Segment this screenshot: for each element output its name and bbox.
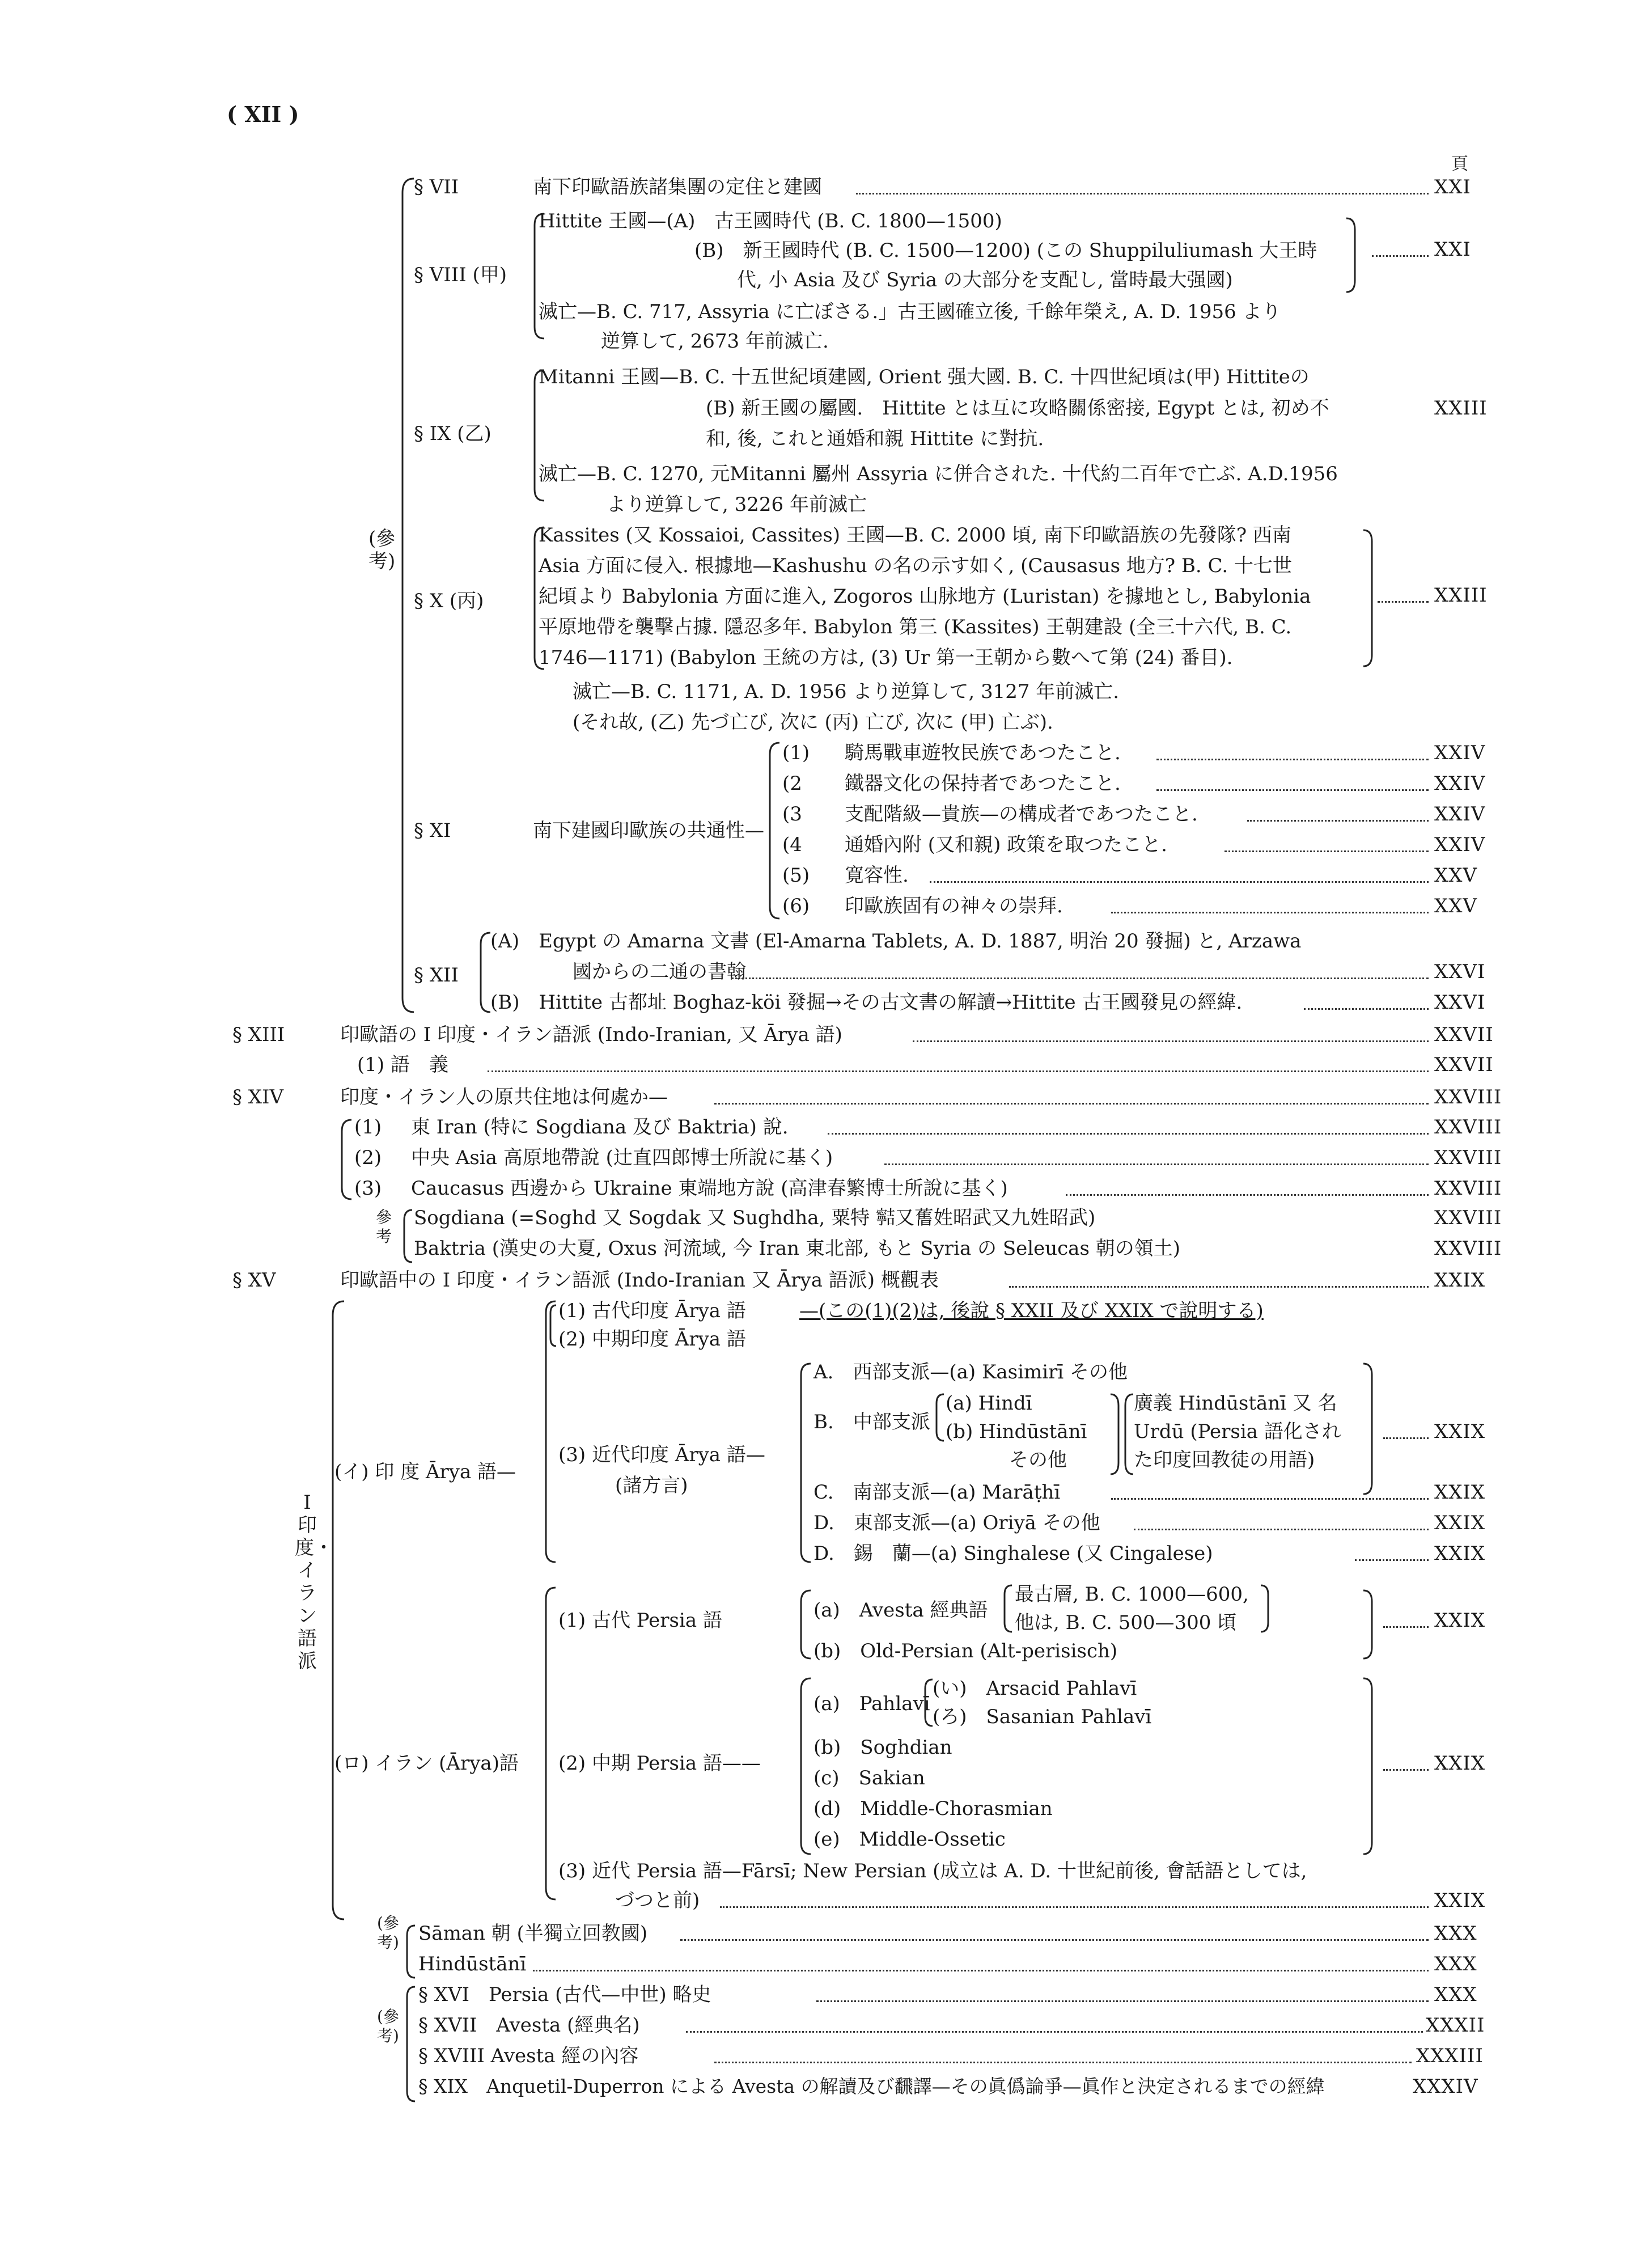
section-10-line5: 1746—1171) (Babylon 王統の方は, (3) Ur 第一王朝から數へて第 (24) 番目). (539, 646, 1233, 669)
iran-old-page: XXIX (1434, 1609, 1486, 1632)
iran-middle-right-bracket (1361, 1675, 1378, 1857)
leader-dots (714, 1103, 1429, 1105)
central-note2: Urdū (Persia 語化され (1134, 1420, 1341, 1443)
central-hindi: (a) Hindī (946, 1392, 1032, 1415)
india-south: C. 南部支派—(a) Marāṭhī (813, 1481, 1061, 1504)
section-8-right-bracket (1344, 215, 1361, 295)
leader-dots (731, 978, 1429, 979)
leader-dots (1111, 1498, 1429, 1500)
pahlavi: (a) Pahlavī (813, 1692, 930, 1715)
section-8-line5: 逆算して, 2673 年前滅亡. (601, 330, 829, 353)
india-modern-bracket (796, 1361, 813, 1565)
section-8-number: § VIII (甲) (414, 264, 507, 286)
section-15-page: XXIX (1434, 1269, 1486, 1292)
section-17-page: XXXII (1426, 2014, 1485, 2037)
hindustani-ref: Hindūstānī (418, 1953, 527, 1975)
section-14-item-text: Caucasus 西邊から Ukraine 東端地方說 (高津春繁博士所說に基く) (411, 1177, 1008, 1200)
section-13-sub-page: XXVII (1434, 1053, 1494, 1076)
india-note: —(この(1)(2)は, 後說 § XXII 及び XXIX で說明する) (799, 1300, 1264, 1322)
section-14-item-page: XXVIII (1434, 1116, 1502, 1139)
iran-old-bracket (796, 1588, 813, 1661)
india-modern: (3) 近代印度 Ārya 語— (558, 1444, 765, 1466)
section-11-item-page: XXV (1434, 895, 1477, 917)
section-14-title: 印度・イラン人の原共住地は何處か— (340, 1086, 668, 1108)
section-11-item-text: 印歐族固有の神々の崇拜. (845, 895, 1063, 917)
section-14-number: § XIV (232, 1086, 283, 1108)
section-9-number: § IX (乙) (414, 422, 491, 445)
india-modern-dialects: (諸方言) (615, 1474, 688, 1497)
section-9-page: XXIII (1434, 397, 1488, 420)
section-10-number: § X (丙) (414, 590, 484, 612)
leader-dots (1304, 1008, 1429, 1010)
india-ceylon-page: XXIX (1434, 1542, 1486, 1565)
section-11-item-page: XXIV (1434, 772, 1486, 795)
india-old: (1) 古代印度 Ārya 語 (558, 1300, 746, 1322)
leader-dots (884, 1163, 1429, 1165)
leader-dots (1247, 820, 1429, 822)
section-11-item-page: XXV (1434, 864, 1477, 887)
section-9-line5: より逆算して, 3226 年前滅亡 (607, 493, 867, 516)
section-10-line7: (それ故, (乙) 先づ亡び, 次に (丙) 亡び, 次に (甲) 亡ぶ). (573, 711, 1053, 734)
section-9-line3: 和, 後, これと通婚和親 Hittite に對抗. (706, 428, 1044, 450)
india-south-page: XXIX (1434, 1481, 1486, 1504)
pahlavi-arsacid: (い) Arsacid Pahlavī (933, 1677, 1137, 1700)
iran-middle: (2) 中期 Persia 語—— (558, 1752, 761, 1775)
section-11-item-text: 支配階級—貴族—の構成者であつたこと. (845, 803, 1198, 826)
hindustani-page: XXX (1434, 1953, 1477, 1975)
iran-modern-cont: づつと前) (615, 1889, 700, 1912)
leader-dots (1372, 255, 1429, 257)
section-7-title: 南下印歐語族諸集團の定住と建國 (533, 176, 822, 198)
reference-bracket (402, 1984, 418, 2104)
reference-bracket (402, 1923, 418, 1980)
section-8-line3: 代, 小 Asia 及び Syria の大部分を支配し, 當時最大强國) (737, 269, 1233, 291)
soghdian: (b) Soghdian (813, 1736, 952, 1759)
section-16-ref: § XVI Persia (古代—中世) 略史 (418, 1983, 711, 2006)
section-11-title: 南下建國印歐族の共通性— (533, 819, 764, 842)
iran-middle-bracket (796, 1675, 813, 1857)
section-14-item-page: XXVIII (1434, 1146, 1502, 1169)
section-11-item-page: XXIV (1434, 742, 1486, 764)
leader-dots (930, 881, 1429, 883)
reference-label-vertical: (參考) (368, 527, 396, 573)
old-persian: (b) Old-Persian (Alt-perisisch) (813, 1640, 1118, 1662)
section-10-line6: 滅亡—B. C. 1171, A. D. 1956 より逆算して, 3127 年前滅亡. (573, 680, 1120, 703)
section-11-item-num: (5) (782, 864, 810, 887)
avesta-right-bracket (1259, 1583, 1272, 1634)
leader-dots (680, 1939, 1429, 1941)
leader-dots (686, 2031, 1423, 2033)
section-15-title: 印歐語中の I 印度・イラン語派 (Indo-Iranian 又 Ārya 語派) 概觀表 (340, 1269, 939, 1292)
sakian: (c) Sakian (813, 1767, 925, 1789)
iran-middle-page: XXIX (1434, 1752, 1486, 1775)
central-note-bracket (1108, 1392, 1135, 1477)
iran-old: (1) 古代 Persia 語 (558, 1609, 722, 1632)
section-11-item-page: XXIV (1434, 833, 1486, 856)
leader-dots (720, 1906, 1429, 1908)
central-bracket (933, 1392, 946, 1443)
reference-label-vertical: (參考) (377, 1914, 399, 1952)
section-11-item-num: (1) (782, 742, 810, 764)
section-14-item-num: (1) (354, 1116, 382, 1139)
sogdiana-page: XXVIII (1434, 1207, 1502, 1229)
india-central-page: XXIX (1434, 1420, 1486, 1443)
baktria-page: XXVIII (1434, 1237, 1502, 1260)
leader-dots (828, 1133, 1429, 1135)
section-11-item-num: (3 (782, 803, 802, 826)
leader-dots (1383, 1437, 1429, 1439)
india-east-page: XXIX (1434, 1512, 1486, 1534)
section-11-item-text: 通婚內附 (又和親) 政策を取つたこと. (845, 833, 1167, 856)
leader-dots (1009, 1286, 1429, 1288)
saman-dynasty: Sāman 朝 (半獨立回教國) (418, 1922, 648, 1945)
section-7-page: XXI (1434, 176, 1471, 198)
central-others: その他 (1009, 1449, 1067, 1471)
leader-dots (1156, 789, 1429, 791)
avesta-language: (a) Avesta 經典語 (813, 1599, 988, 1622)
section-9-line1: Mitanni 王國—B. C. 十五世紀頃建國, Orient 强大國. B. C. 十四世紀頃は(甲) Hittiteの (539, 366, 1310, 388)
section-10-page: XXIII (1434, 584, 1488, 607)
section-10-right-bracket (1361, 527, 1378, 669)
section-10-line2: Asia 方面に侵入. 根據地—Kashushu の名の示す如く, (Causasus 地方? B. C. 十七世 (539, 555, 1292, 577)
leader-dots (1134, 1529, 1429, 1530)
section-14-bracket (337, 1117, 354, 1202)
india-right-bracket (1361, 1361, 1378, 1497)
section-10-line3: 紀頃より Babylonia 方面に進入, Zogoros 山脉地方 (Luristan) を據地とし, Babylonia (539, 585, 1311, 608)
section-12-page3: XXVI (1434, 991, 1486, 1014)
pahlavi-sasanian: (ろ) Sasanian Pahlavī (933, 1706, 1152, 1728)
section-9-line4: 滅亡—B. C. 1270, 元Mitanni 屬州 Assyria に併合された. 十代約二百年で亡ぶ. A.D.1956 (539, 463, 1338, 485)
india-middle: (2) 中期印度 Ārya 語 (558, 1328, 746, 1351)
section-15-number: § XV (232, 1269, 276, 1292)
section-10-line1: Kassites (又 Kossaioi, Cassites) 王國—B. C. 2000 頃, 南下印歐語族の先發隊? 西南 (539, 524, 1291, 547)
middle-ossetic: (e) Middle-Ossetic (813, 1828, 1006, 1851)
section-12-line3: (B) Hittite 古都址 Boghaz-köi 發掘→その古文書の解讀→Hittite 古王國發見の經緯. (490, 991, 1243, 1014)
page-column-label: 頁 (1451, 154, 1468, 174)
section-11-item-text: 鐵器文化の保持者であつたこと. (845, 772, 1121, 795)
leader-dots (533, 1970, 1429, 1971)
leader-dots (488, 1070, 1429, 1072)
leader-dots (1111, 912, 1429, 913)
section-9-line2: (B) 新王國の屬國. Hittite とは互に攻略關係密接, Egypt とは, 初め不 (706, 397, 1329, 420)
leader-dots (913, 1040, 1429, 1042)
avesta-others: 他は, B. C. 500—300 頃 (1015, 1611, 1237, 1634)
leader-dots (1066, 1194, 1429, 1196)
section-10-line4: 平原地帶を襲擊占據. 隱忍多年. Babylon 第三 (Kassites) 王朝建設 (全三十六代, B. C. (539, 616, 1292, 638)
group-bracket (326, 1298, 349, 1922)
section-18-page: XXXIII (1416, 2045, 1484, 2067)
section-11-item-text: 寛容性. (845, 864, 909, 887)
india-east: D. 東部支派—(a) Oriyā その他 (813, 1512, 1100, 1534)
section-14-item-num: (2) (354, 1146, 382, 1169)
avesta-oldest: 最古層, B. C. 1000—600, (1015, 1583, 1249, 1606)
india-central: B. 中部支派 (813, 1411, 930, 1433)
central-note3: た印度回教徒の用語) (1134, 1449, 1315, 1471)
section-13-number: § XIII (232, 1023, 285, 1046)
section-8-line1: Hittite 王國—(A) 古王國時代 (B. C. 1800—1500) (539, 210, 1002, 232)
iran-modern-page: XXIX (1434, 1889, 1486, 1912)
sogdiana-note: Sogdiana (=Soghd 又 Sogdak 又 Sughdha, 粟特 𡫸又𦾔姓昭武又九姓昭武) (414, 1207, 1096, 1229)
section-12-line2: 國からの二通の書翰 (573, 960, 746, 983)
section-12-number: § XII (414, 964, 459, 987)
leader-dots (856, 193, 1429, 194)
group-label-vertical: I 印度・イラン語派 (295, 1491, 333, 1673)
section-7-number: § VII (414, 176, 459, 198)
saman-page: XXX (1434, 1922, 1477, 1945)
section-19-ref: § XIX Anquetil-Duperron による Avesta の解讀及び飜譯—その眞僞論爭—眞作と決定されるまでの經緯 (418, 2075, 1325, 2097)
reference-bracket (400, 1208, 416, 1264)
section-8-page: XXI (1434, 238, 1471, 261)
iran-modern: (3) 近代 Persia 語—Fārsī; New Persian (成立は A. D. 十世紀前後, 會話語としては, (558, 1860, 1307, 1882)
leader-dots (1383, 1626, 1429, 1628)
reference-label-vertical: (參考) (377, 2007, 399, 2045)
section-11-bracket (765, 740, 782, 921)
section-13-page: XXVII (1434, 1023, 1494, 1046)
section-14-page: XXVIII (1434, 1086, 1502, 1108)
section-14-item-page: XXVIII (1434, 1177, 1502, 1200)
india-west: A. 西部支派—(a) Kasimirī その他 (813, 1361, 1128, 1383)
central-note1: 廣義 Hindūstānī 又 名 (1134, 1392, 1337, 1415)
leader-dots (1355, 1559, 1429, 1561)
avesta-bracket (1001, 1583, 1014, 1634)
section-11-item-num: (2 (782, 772, 802, 795)
section-8-line2: (B) 新王國時代 (B. C. 1500—1200) (この Shuppiluliumash 大王時 (694, 239, 1317, 262)
page-label: ( XII ) (227, 101, 299, 127)
section-14-item-num: (3) (354, 1177, 382, 1200)
section-11-number: § XI (414, 819, 451, 842)
section-8-line4: 滅亡—B. C. 717, Assyria に亡ぼさる.」古王國確立後, 千餘年榮え, A. D. 1956 より (539, 301, 1281, 323)
section-17-ref: § XVII Avesta (經典名) (418, 2014, 640, 2037)
section-12-line1: (A) Egypt の Amarna 文書 (El-Amarna Tablets, A. D. 1887, 明治 20 發掘) と, Arzawa (490, 930, 1302, 953)
india-branch-label: (イ) 印 度 Ārya 語— (334, 1461, 516, 1483)
reference-label-vertical: 參考 (375, 1208, 392, 1246)
section-16-page: XXX (1434, 1983, 1477, 2006)
section-11-item-page: XXIV (1434, 803, 1486, 826)
india-early-bracket (547, 1303, 558, 1348)
section-14-item-text: 東 Iran (特に Sogdiana 及び Baktria) 說. (411, 1116, 789, 1139)
middle-chorasmian: (d) Middle-Chorasmian (813, 1797, 1053, 1820)
iran-old-right-bracket (1361, 1588, 1378, 1661)
leader-dots (816, 2000, 1429, 2002)
baktria-note: Baktria (漢史の大夏, Oxus 河流域, 今 Iran 東北部, もと Syria の Seleucas 朝の領土) (414, 1237, 1180, 1260)
section-14-item-text: 中央 Asia 高原地帶說 (辻直四郎博士所說に基く) (411, 1146, 833, 1169)
section-12-page2: XXVI (1434, 960, 1486, 983)
iran-bracket (541, 1585, 558, 1902)
section-11-item-text: 騎馬戰車遊牧民族であつたこと. (845, 742, 1121, 764)
section-11-item-num: (4 (782, 833, 802, 856)
section-13-sub: (1) 語 義 (357, 1053, 448, 1076)
central-hindustani: (b) Hindūstānī (946, 1420, 1087, 1443)
leader-dots (1224, 850, 1429, 852)
india-ceylon: D. 錫 蘭—(a) Singhalese (又 Cingalese) (813, 1542, 1213, 1565)
leader-dots (1383, 1769, 1429, 1771)
section-18-ref: § XVIII Avesta 經の內容 (418, 2045, 639, 2067)
leader-dots (714, 2062, 1412, 2063)
leader-dots (1378, 601, 1429, 603)
leader-dots (1156, 759, 1429, 760)
section-13-title: 印歐語の I 印度・イラン語派 (Indo-Iranian, 又 Ārya 語) (340, 1023, 842, 1046)
iran-branch-label: (ロ) イラン (Ārya)語 (334, 1752, 519, 1775)
section-11-item-num: (6) (782, 895, 810, 917)
section-19-page: XXXIV (1413, 2075, 1478, 2098)
